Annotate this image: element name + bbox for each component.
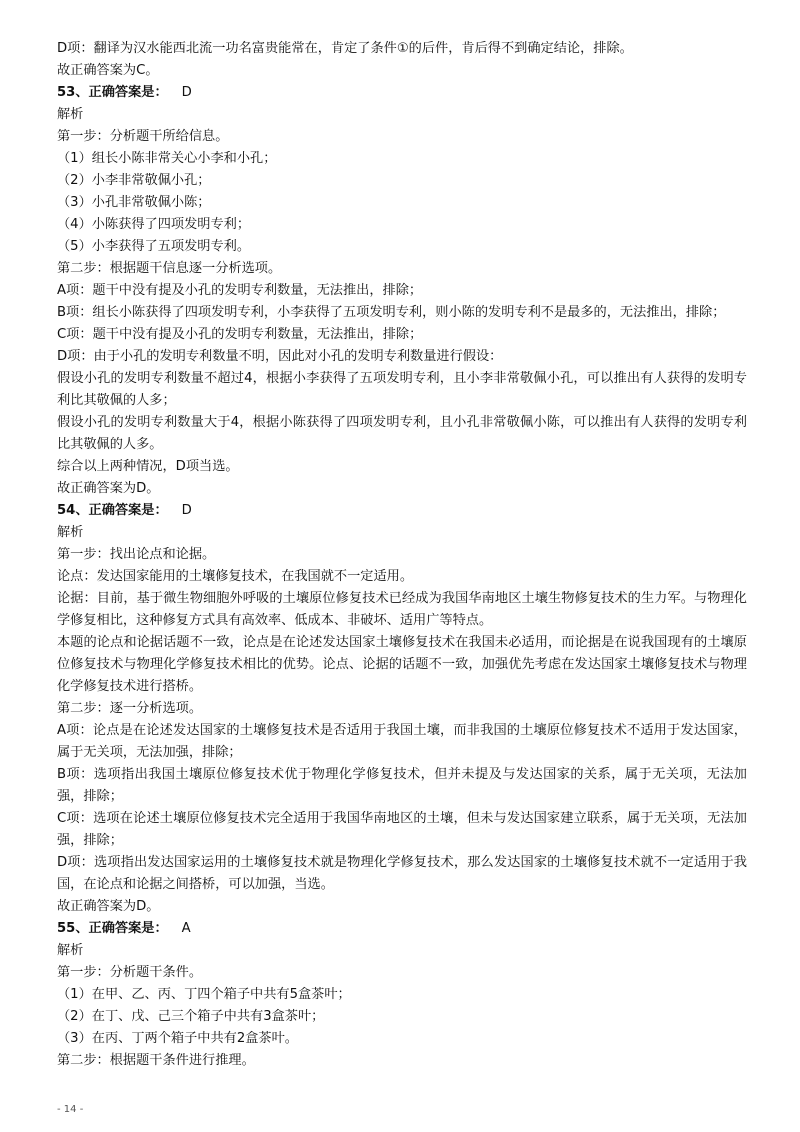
text-line: C项：题干中没有提及小孔的发明专利数量，无法推出，排除； xyxy=(57,327,423,342)
text-line: B项：组长小陈获得了四项发明专利，小李获得了五项发明专利，则小陈的发明专利不是最多的，无法推出，排除； xyxy=(57,305,726,320)
text-line: 故正确答案为D。 xyxy=(57,899,160,914)
text-line: （1）在甲、乙、丙、丁四个箱子中共有5盒茶叶； xyxy=(57,987,351,1002)
text-line: 第二步：根据题干信息逐一分析选项。 xyxy=(57,261,282,276)
text-line: 假设小孔的发明专利数量不超过4，根据小李获得了五项发明专利，且小李非常敬佩小孔，可以推出有人获得的发明专利比其敬佩的人多； xyxy=(57,371,747,408)
text-line: 论点：发达国家能用的土壤修复技术，在我国就不一定适用。 xyxy=(57,569,414,584)
text-line: B项：选项指出我国土壤原位修复技术优于物理化学修复技术，但并未提及与发达国家的关系，属于无关项，无法加强，排除； xyxy=(57,767,747,804)
text-line: C项：选项在论述土壤原位修复技术完全适用于我国华南地区的土壤，但未与发达国家建立联系，属于无关项，无法加强，排除； xyxy=(57,811,747,848)
question-heading xyxy=(57,82,747,104)
text-line: A项：题干中没有提及小孔的发明专利数量，无法推出，排除； xyxy=(57,283,423,298)
answer-letter: D xyxy=(181,85,192,100)
text-line: （2）小李非常敬佩小孔； xyxy=(57,173,211,188)
text-line: 假设小孔的发明专利数量大于4，根据小陈获得了四项发明专利，且小孔非常敬佩小陈，可以推出有人获得的发明专利比其敬佩的人多。 xyxy=(57,415,747,452)
text-line: 本题的论点和论据话题不一致，论点是在论述发达国家土壤修复技术在我国未必适用，而论据是在说我国现有的土壤原位修复技术与物理化学修复技术相比的优势。论点、论据的话题不一致，加强优先考虑在发达国家土壤修复技术与物理化学修复技术进行搭桥。 xyxy=(57,635,747,694)
text-line: 第二步：逐一分析选项。 xyxy=(57,701,203,716)
answer-letter: D xyxy=(181,503,192,518)
text-line: 故正确答案为D。 xyxy=(57,481,160,496)
text-line: A项：论点是在论述发达国家的土壤修复技术是否适用于我国土壤，而非我国的土壤原位修复技术不适用于发达国家，属于无关项，无法加强，排除； xyxy=(57,723,747,760)
text-line: （3）小孔非常敬佩小陈； xyxy=(57,195,211,210)
text-line: D项：由于小孔的发明专利数量不明，因此对小孔的发明专利数量进行假设： xyxy=(57,349,503,364)
answer-letter: A xyxy=(181,921,191,936)
heading-label: 55、正确答案是： xyxy=(57,921,168,936)
text-line: 综合以上两种情况，D项当选。 xyxy=(57,459,239,474)
heading-label: 54、正确答案是： xyxy=(57,503,168,518)
page-number: - 14 - xyxy=(57,1104,84,1115)
text-line: 解析 xyxy=(57,525,84,540)
heading-label: 53、正确答案是： xyxy=(57,85,168,100)
text-line: 第一步：找出论点和论据。 xyxy=(57,547,216,562)
text-line: （5）小李获得了五项发明专利。 xyxy=(57,239,251,254)
text-line: 第二步：根据题干条件进行推理。 xyxy=(57,1053,255,1068)
text-line: 故正确答案为C。 xyxy=(57,63,159,78)
text-line: （3）在丙、丁两个箱子中共有2盒茶叶。 xyxy=(57,1031,298,1046)
text-line: 解析 xyxy=(57,943,84,958)
question-heading xyxy=(57,500,747,522)
text-line: D项：选项指出发达国家运用的土壤修复技术就是物理化学修复技术，那么发达国家的土壤修复技术就不一定适用于我国，在论点和论据之间搭桥，可以加强，当选。 xyxy=(57,855,747,892)
text-line: （1）组长小陈非常关心小李和小孔； xyxy=(57,151,277,166)
question-heading xyxy=(57,918,747,940)
text-line: 论据：目前，基于微生物细胞外呼吸的土壤原位修复技术已经成为我国华南地区土壤生物修复技术的生力军。与物理化学修复相比，这种修复方式具有高效率、低成本、非破坏、适用广等特点。 xyxy=(57,591,747,628)
text-line: D项：翻译为汉水能西北流一功名富贵能常在，肯定了条件①的后件，肯后得不到确定结论，排除。 xyxy=(57,41,633,56)
text-line: （4）小陈获得了四项发明专利； xyxy=(57,217,251,232)
text-line: （2）在丁、戊、己三个箱子中共有3盒茶叶； xyxy=(57,1009,325,1024)
text-line: 第一步：分析题干条件。 xyxy=(57,965,203,980)
text-line: 解析 xyxy=(57,107,84,122)
document-body xyxy=(57,38,747,1072)
text-line: 第一步：分析题干所给信息。 xyxy=(57,129,229,144)
